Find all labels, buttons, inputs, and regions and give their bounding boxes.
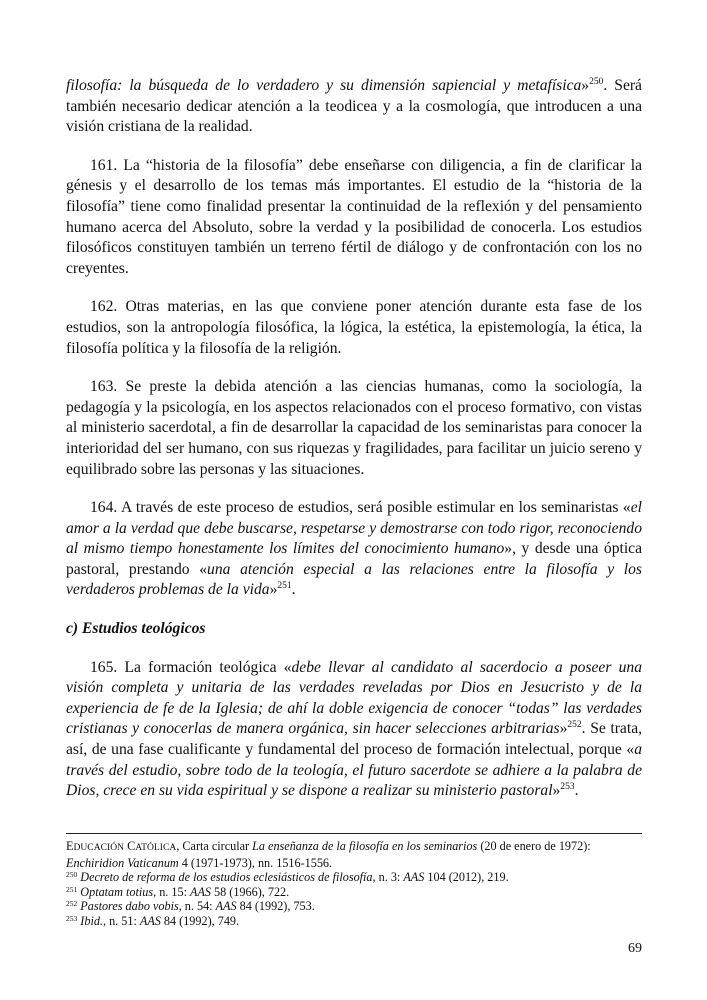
paragraph-165 xyxy=(66,658,642,802)
footnote-text: , n. 3: xyxy=(372,870,404,885)
footnote-text: 4 (1971-1973), nn. 1516-1556. xyxy=(178,855,333,870)
smallcaps-rest: ATÓLICA xyxy=(135,842,177,853)
paragraph-text: 164. A través de este proceso de estudios, será posible estimular en los seminaristas « xyxy=(90,499,631,517)
quote-close: » xyxy=(552,782,561,800)
italic-quote: a través del estudio, sobre todo de la teología, el futuro sacerdote se adhiere a la palabra de Dios, crece en su vida espiritual y se dispone a realizar su ministerio pastoral xyxy=(66,741,642,800)
footnote-title: Pastores dabo vobis xyxy=(80,899,179,914)
paragraph-164 xyxy=(66,498,642,601)
paragraph-text: . Será también necesario dedicar atención a la teodicea y a la cosmología, que introducen a una visión cristiana de la realidad. xyxy=(66,77,642,136)
section-heading: c) Estudios teológicos xyxy=(66,620,206,638)
italic-quote: el amor a la verdad que debe buscarse, respetarse y demostrarse con todo rigor, reconociendo al mismo tiempo honestamente los límites del conocimiento humano xyxy=(66,499,642,558)
footnote-ref-251: 251 xyxy=(277,581,292,592)
footnote-number: 251 xyxy=(66,884,78,894)
footnote-text: n. 15: xyxy=(156,884,190,899)
page-number: 69 xyxy=(628,941,642,956)
footnote-number: 253 xyxy=(66,913,78,923)
footnotes xyxy=(66,839,642,929)
footnote-title: AAS xyxy=(215,899,237,914)
main-text xyxy=(66,76,642,820)
footnote-title: Decreto de reforma de los estudios eclesiásticos de filosofía xyxy=(80,870,373,885)
footnote-ref-252: 252 xyxy=(567,720,582,731)
paragraph-161: 161. La “historia de la filosofía” debe enseñarse con diligencia, a fin de clarificar la génesis y el desarrollo de los temas más importantes. El estudio de la “historia de la filosofía” tiene como finalidad presentar la continuidad de la reflexión y del pensamiento humano acerca del Absoluto, sobre la verdad y la posibilidad de conocerla. Los estudios filosóficos constituyen también un terreno fértil de diálogo y de confrontación con los no creyentes. xyxy=(66,156,642,277)
footnote-continuation xyxy=(66,839,642,870)
footnote-253 xyxy=(66,914,642,929)
paragraph-text: . xyxy=(574,782,579,800)
footnote-text: 58 (1966), 722. xyxy=(210,884,290,899)
footnote-text: 84 (1992), 753. xyxy=(236,899,315,914)
italic-quote: debe llevar al candidato al sacerdocio a poseer una visión completa y unitaria de las verdades reveladas por Dios en Jesucristo y de la experiencia de fe de la Iglesia; de ahí la doble exigencia de conocer “todas” las verdades cristianas y conocerlas de manera orgánica, sin hacer selecciones arbitrarias xyxy=(66,658,642,738)
paragraph-163: 163. Se preste la debida atención a las ciencias humanas, como la sociología, la pedagogía y la psicología, en los aspectos relacionados con el proceso formativo, con vistas al ministerio sacerdotal, a fin de desarrollar la capacidad de los seminaristas para conocer la interioridad del ser humano, con sus riquezas y fragilidades, para facilitar un juicio sereno y equilibrado sobre las personas y las situaciones. xyxy=(66,378,642,478)
footnote-252 xyxy=(66,899,642,914)
footnote-title: AAS xyxy=(139,913,161,928)
footnote-251 xyxy=(66,885,642,900)
footnote-ref-253: 253 xyxy=(560,782,575,793)
italic-quote: filosofía: la búsqueda de lo verdadero y su dimensión sapiencial y metafísica xyxy=(66,77,582,94)
footnote-text: 104 (2012), 219. xyxy=(424,870,509,885)
footnote-text: , n. 51: xyxy=(102,913,140,928)
footnote-title: AAS xyxy=(403,870,425,885)
footnote-title: Enchiridion Vaticanum xyxy=(66,855,179,870)
footnote-ref-250: 250 xyxy=(589,77,604,87)
quote-close: » xyxy=(269,581,278,599)
footnote-text: , n. 54: xyxy=(178,899,216,914)
paragraph-text: 165. La formación teológica « xyxy=(90,658,292,676)
quote-close: » xyxy=(559,720,568,738)
italic-quote: una atención especial a las relaciones entre la filosofía y los verdaderos problemas de la vida xyxy=(66,560,642,599)
footnote-text: 84 (1992), 749. xyxy=(160,913,240,928)
smallcaps-rest: DUCACIÓN xyxy=(73,842,125,853)
footnote-number: 250 xyxy=(66,870,78,880)
paragraph-162: 162. Otras materias, en las que conviene poner atención durante esta fase de los estudios, son la antropología filosófica, la lógica, la estética, la epistemología, la ética, la filosofía política y la filosofía de la religión. xyxy=(66,298,642,357)
paragraph-text: », y desde una óptica pastoral, prestando « xyxy=(66,540,642,578)
footnote-250 xyxy=(66,870,642,885)
paragraph-continuation xyxy=(66,76,642,138)
footnote-title: Ibid. xyxy=(80,913,103,928)
footnote-separator xyxy=(66,833,642,834)
footnote-text: (20 de enero de 1972): xyxy=(477,839,591,853)
paragraph-text: . Se trata, así, de una fase cualificante y fundamental del proceso de formación intelectual, porque « xyxy=(66,720,643,759)
paragraph-text: . xyxy=(291,581,296,599)
footnote-title: Optatam totius, xyxy=(80,884,157,899)
footnote-title: La enseñanza de la filosofía en los seminarios xyxy=(252,839,478,853)
footnote-text: , Carta circular xyxy=(176,839,253,853)
quote-close: » xyxy=(581,77,590,94)
smallcaps-initial: E xyxy=(66,839,74,853)
smallcaps-initial: C xyxy=(124,839,136,853)
footnote-title: AAS xyxy=(190,884,211,899)
footnote-number: 252 xyxy=(66,899,78,909)
